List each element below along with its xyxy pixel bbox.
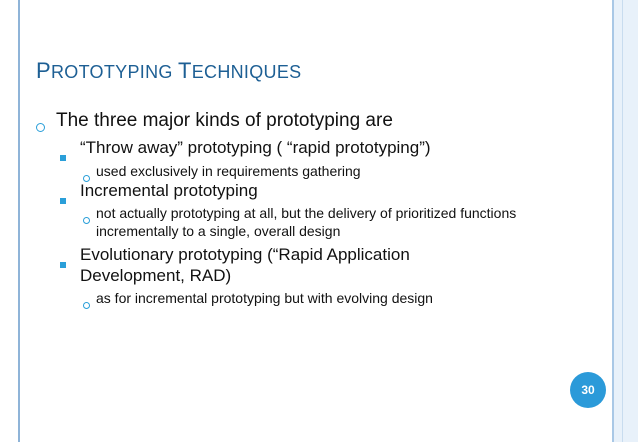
right-border-line-inner [622, 0, 623, 442]
list-item: used exclusively in requirements gathering [96, 163, 361, 179]
list-item: Incremental prototyping [80, 181, 258, 200]
right-border-band [612, 0, 638, 442]
page-number-badge: 30 [570, 372, 606, 408]
list-item: “Throw away” prototyping ( “rapid prototyping”) [80, 138, 431, 157]
square-bullet-icon [60, 148, 66, 166]
list-item: Evolutionary prototyping (“Rapid Application [80, 245, 410, 264]
left-border-rule [18, 0, 20, 442]
ring-bullet-icon [36, 119, 45, 137]
title-part-2: ECHNIQUES [191, 62, 302, 82]
list-item: not actually prototyping at all, but the delivery of prioritized functions [96, 205, 517, 221]
title-part-1: ROTOTYPING [50, 62, 178, 82]
title-cap-2: T [177, 58, 192, 83]
ring-bullet-icon [83, 211, 90, 229]
ring-bullet-icon [83, 296, 90, 314]
list-item: as for incremental prototyping but with evolving design [96, 290, 433, 306]
right-border-line [612, 0, 614, 442]
slide-title [36, 58, 301, 84]
square-bullet-icon [60, 191, 66, 209]
square-bullet-icon [60, 255, 66, 273]
list-item: incrementally to a single, overall design [96, 223, 341, 239]
list-item: Development, RAD) [80, 266, 232, 285]
list-item: The three major kinds of prototyping are [56, 110, 393, 131]
title-cap-1: P [36, 58, 51, 83]
